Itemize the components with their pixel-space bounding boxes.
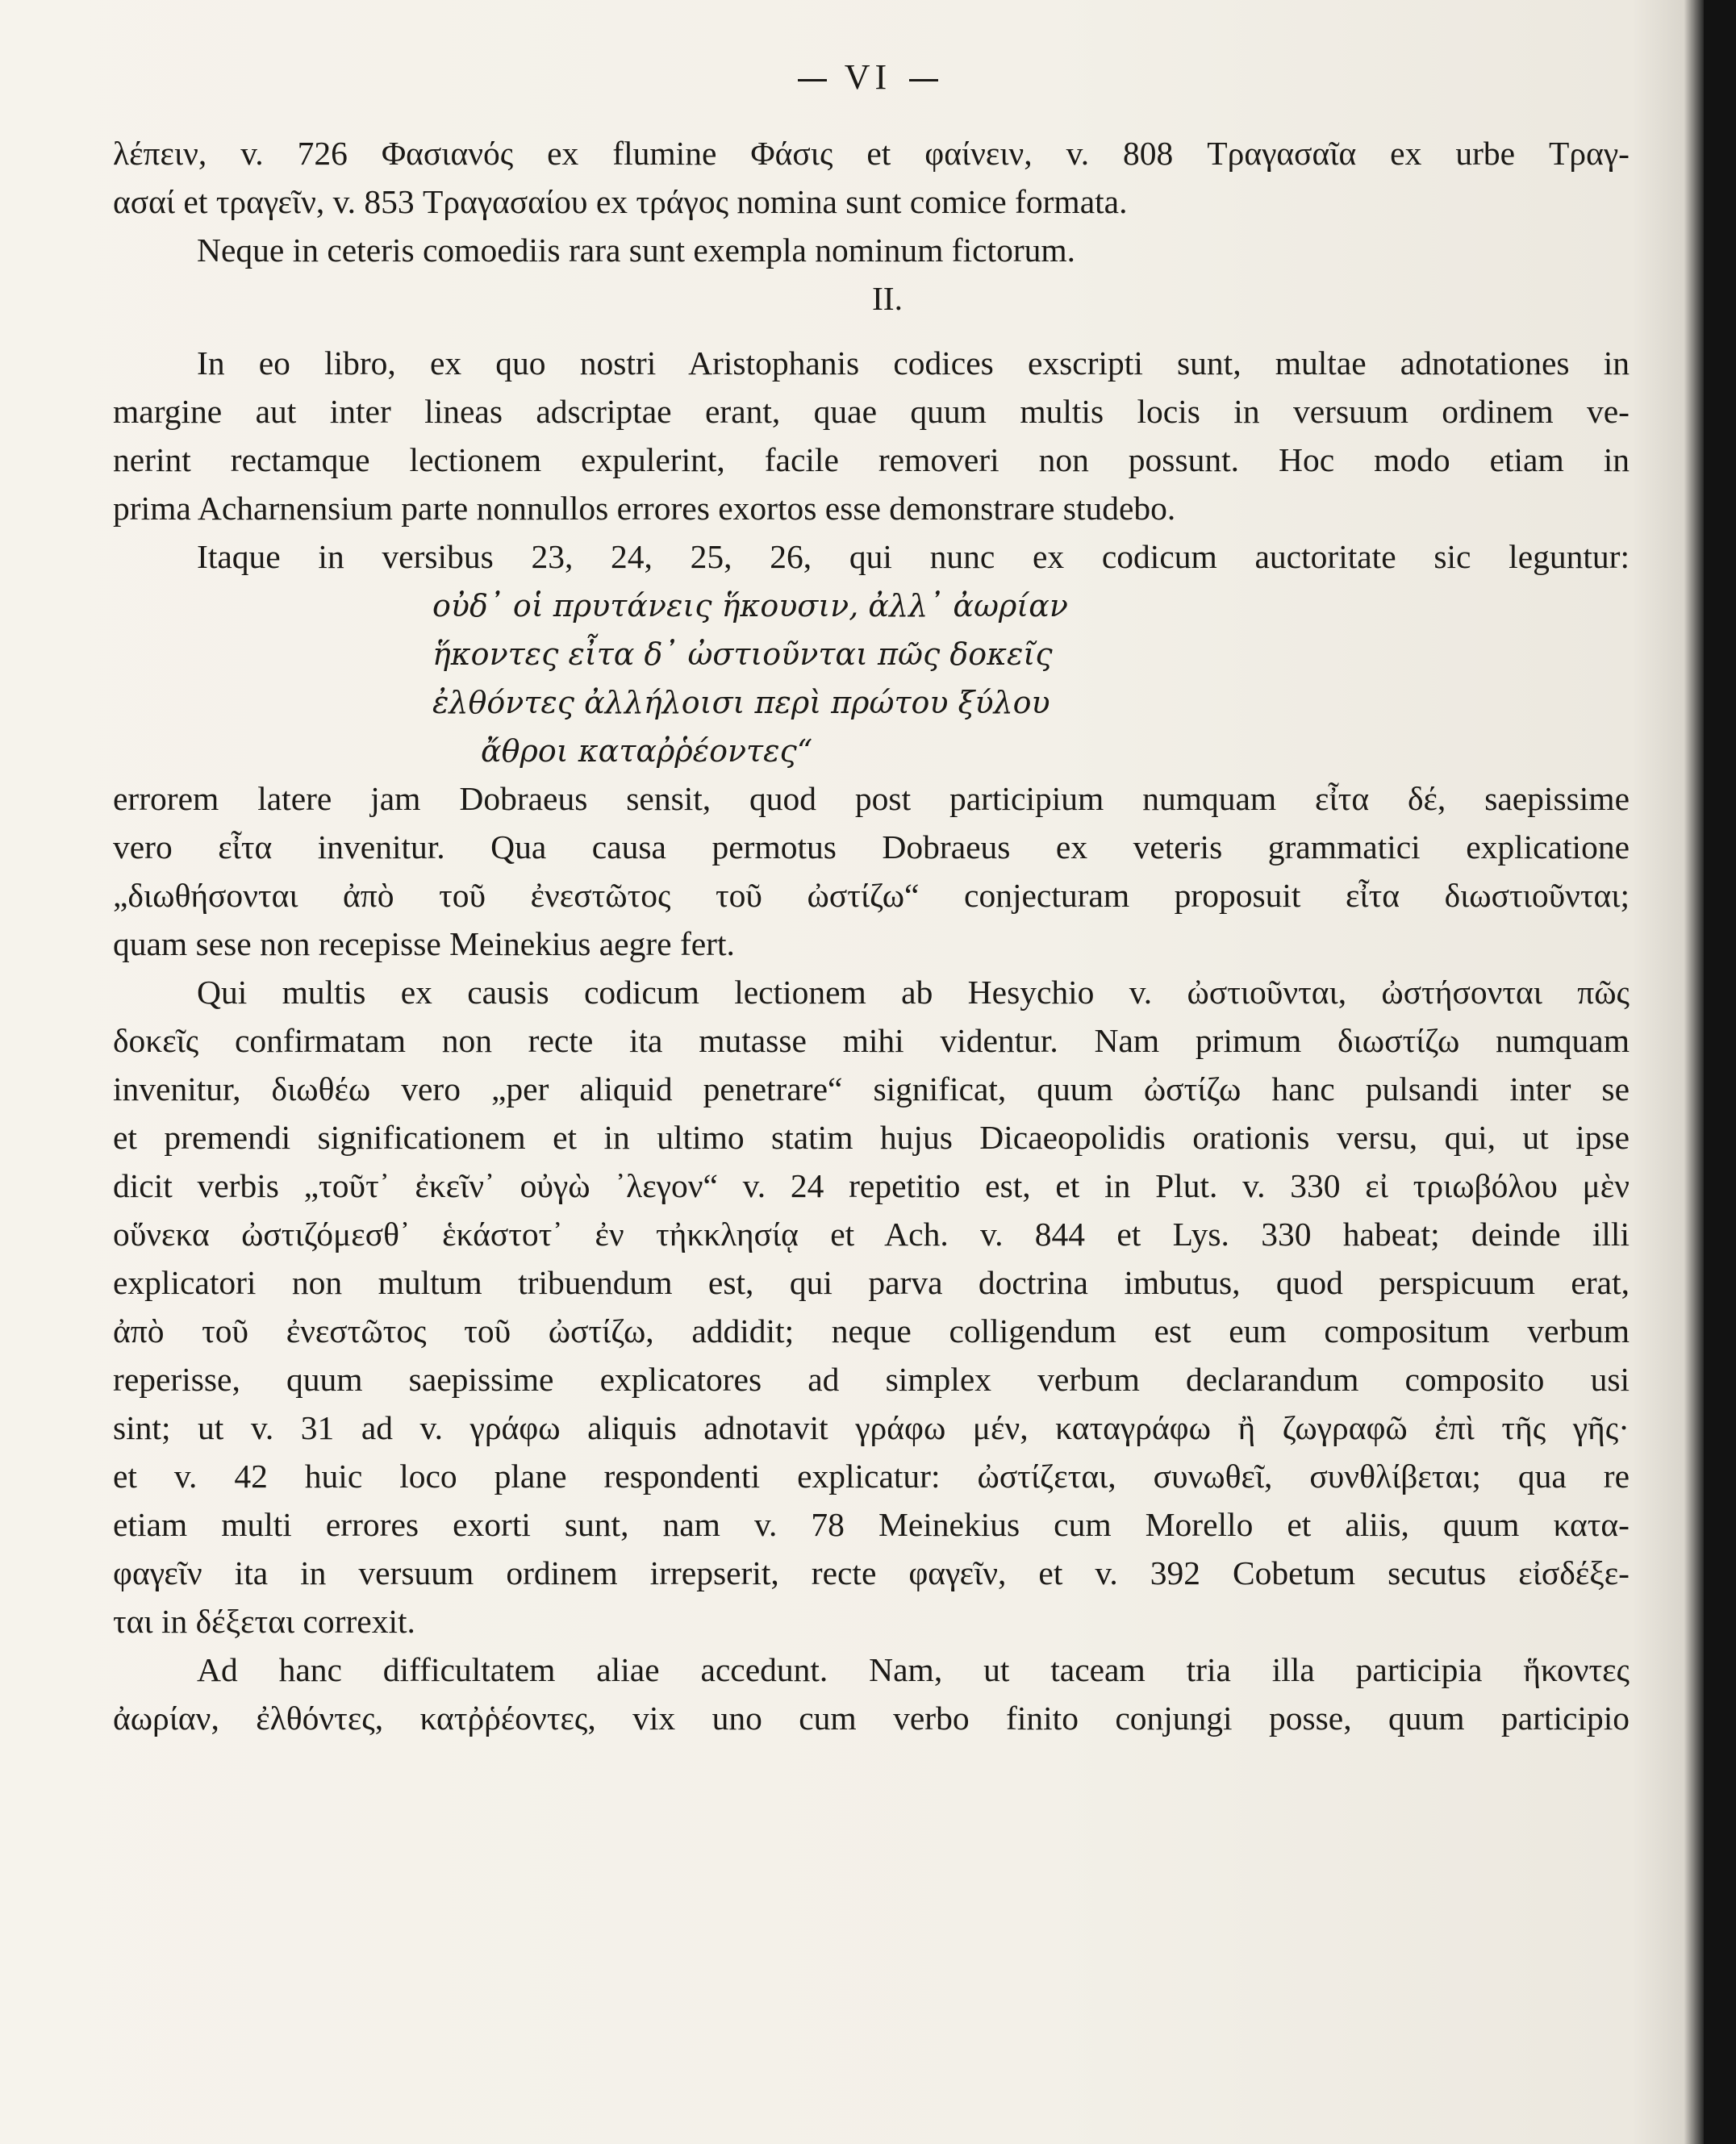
text-line: et premendi significationem et in ultimo statim hujus Dicaeopolidis orationis versu, qui, ut ipse <box>113 1119 1630 1156</box>
text-line: Itaque in versibus 23, 24, 25, 26, qui nunc ex codicum auctoritate sic leguntur: <box>197 538 1630 575</box>
text-line: ται in δέξεται correxit. <box>113 1603 415 1640</box>
text-line: errorem latere jam Dobraeus sensit, quod post participium numquam εἶτα δέ, saepissime <box>113 780 1630 817</box>
folio-dash-left <box>798 79 827 81</box>
section-heading: II. <box>871 280 903 317</box>
text-line: invenitur, διωθέω vero „per aliquid penetrare“ significat, quum ὠστίζω hanc pulsandi inter se <box>113 1070 1630 1107</box>
body-text <box>113 129 1630 1742</box>
text-line: nerint rectamque lectionem expulerint, facile removeri non possunt. Hoc modo etiam in <box>113 441 1630 478</box>
text-line: prima Acharnensium parte nonnullos errores exortos esse demonstrare studebo. <box>113 490 1176 527</box>
text-line: vero εἶτα invenitur. Qua causa permotus Dobraeus ex veteris grammatici explicatione <box>113 828 1630 866</box>
text-line: ἀπὸ τοῦ ἐνεστῶτος τοῦ ὠστίζω, addidit; neque colligendum est eum compositum verbum <box>113 1312 1630 1349</box>
text-line: Ad hanc difficultatem aliae accedunt. Nam, ut taceam tria illa participia ἥκοντες <box>197 1651 1630 1688</box>
text-line: οὕνεκα ὠστιζόμεσθ᾽ ἑκάστοτ᾽ ἐν τἠκκλησίᾳ et Ach. v. 844 et Lys. 330 habeat; deinde illi <box>113 1216 1630 1253</box>
text-line: δοκεῖς confirmatam non recte ita mutasse mihi videntur. Nam primum διωστίζω numquam <box>113 1022 1630 1059</box>
verse-text: ἐλθόντες ἀλλήλοισι περὶ πρώτου ξύλου <box>432 685 1050 720</box>
text-line: Qui multis ex causis codicum lectionem ab Hesychio v. ὠστιοῦνται, ὠστήσονται πῶς <box>197 974 1630 1011</box>
verse-text: ἄθροι καταῤῥέοντες“ <box>481 733 813 769</box>
text-line: In eo libro, ex quo nostri Aristophanis codices exscripti sunt, multae adnotationes in <box>197 344 1630 382</box>
text-line: dicit verbis „τοῦτ᾽ ἐκεῖν᾽ οὐγὼ ᾽λεγον“ v. 24 repetitio est, et in Plut. v. 330 εἰ τριωβόλου μὲν <box>113 1167 1630 1204</box>
verse-line <box>113 726 1630 774</box>
verse-text: ἥκοντες εἶτα δ᾽ ὠστιοῦνται πῶς δοκεῖς <box>432 636 1053 672</box>
text-line: reperisse, quum saepissime explicatores ad simplex verbum declarandum composito usi <box>113 1361 1630 1398</box>
spacer <box>113 323 1630 339</box>
text-line: φαγεῖν ita in versuum ordinem irrepserit, recte φαγεῖν, et v. 392 Cobetum secutus εἰσδέξε- <box>113 1554 1630 1591</box>
verse-line <box>113 678 1630 726</box>
text-line: explicatori non multum tribuendum est, qui parva doctrina imbutus, quod perspicuum erat, <box>113 1264 1630 1301</box>
text-line: quam sese non recepisse Meinekius aegre fert. <box>113 925 735 962</box>
text-line: ασαί et τραγεῖν, v. 853 Τραγασαίου ex τράγος nomina sunt comice formata. <box>113 183 1128 220</box>
text-line: et v. 42 huic loco plane respondenti explicatur: ὠστίζεται, συνωθεῖ, συνθλίβεται; qua re <box>113 1458 1630 1495</box>
page-number <box>0 56 1736 98</box>
verse-line <box>113 581 1630 629</box>
verse-line <box>113 629 1630 678</box>
folio-numeral: VI <box>844 57 892 97</box>
text-line: λέπειν, v. 726 Φασιανός ex flumine Φάσις et φαίνειν, v. 808 Τραγασαῖα ex urbe Τραγ- <box>113 135 1630 172</box>
folio-dash-right <box>909 79 938 81</box>
verse-text: οὐδ᾽ οἱ πρυτάνεις ἥκουσιν, ἀλλ᾽ ἀωρίαν <box>432 588 1068 624</box>
text-line: margine aut inter lineas adscriptae erant, quae quum multis locis in versuum ordinem ve- <box>113 393 1630 430</box>
text-line: Neque in ceteris comoediis rara sunt exempla nominum fictorum. <box>197 232 1076 269</box>
text-line: ἀωρίαν, ἐλθόντες, κατῤῥέοντες, vix uno cum verbo finito conjungi posse, quum participio <box>113 1700 1630 1737</box>
page-gutter <box>1704 0 1736 2144</box>
text-line: „διωθήσονται ἀπὸ τοῦ ἐνεστῶτος τοῦ ὠστίζω“ conjecturam proposuit εἶτα διωστιοῦνται; <box>113 877 1630 914</box>
text-line: sint; ut v. 31 ad v. γράφω aliquis adnotavit γράφω μέν, καταγράφω ἢ ζωγραφῶ ἐπὶ τῆς γῆς· <box>113 1409 1630 1446</box>
text-line: etiam multi errores exorti sunt, nam v. 78 Meinekius cum Morello et aliis, quum κατα- <box>113 1506 1630 1543</box>
